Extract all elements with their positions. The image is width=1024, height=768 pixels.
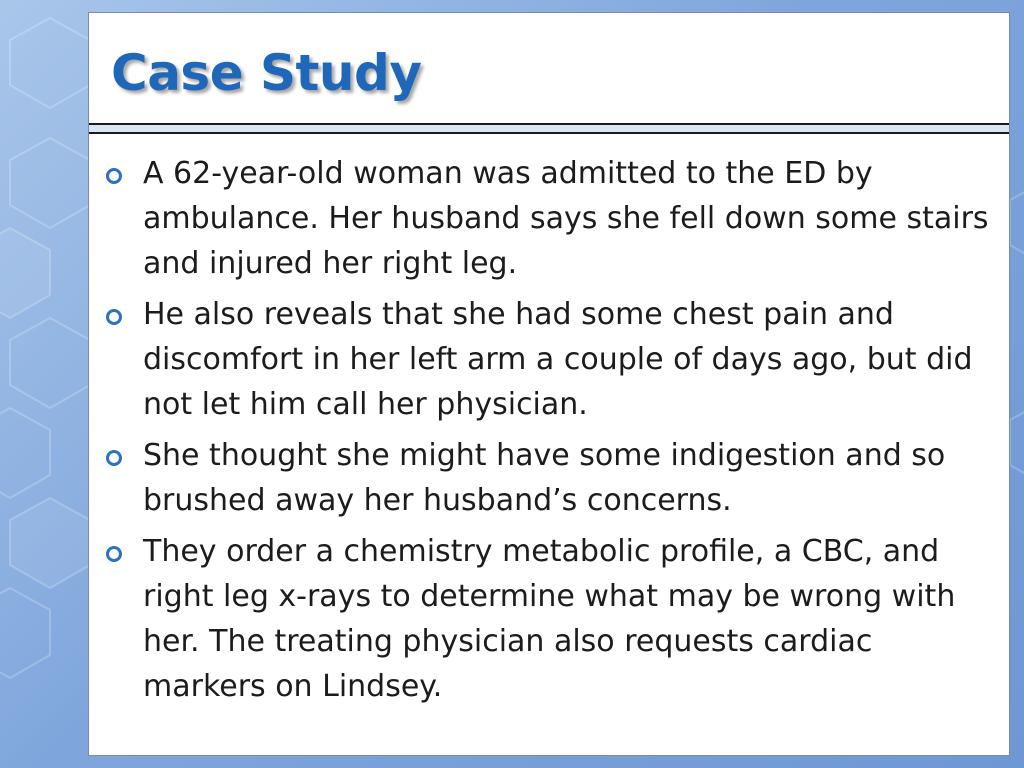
bullet-item [89, 151, 1009, 286]
bullet-text: She thought she might have some indigestion and so brushed away her husband’s concerns. [143, 438, 946, 518]
slide-title: Case Study [111, 44, 422, 102]
bullet-text: A 62-year-old woman was admitted to the ED by ambulance. Her husband says she fell down some stairs and injured her right leg. [143, 156, 989, 281]
slide-content [89, 151, 1009, 715]
slide-panel [88, 12, 1010, 756]
bullet-text: They order a chemistry metabolic profile, a CBC, and right leg x-rays to determine what may be wrong with her. The treating physician also requests cardiac markers on Lindsey. [143, 534, 956, 704]
bullet-circle-icon [106, 450, 122, 466]
bullet-list [89, 151, 1009, 709]
bullet-circle-icon [106, 546, 122, 562]
bullet-item [89, 529, 1009, 709]
title-area [89, 13, 1009, 123]
bullet-item [89, 292, 1009, 427]
title-divider [89, 123, 1009, 134]
bullet-text: He also reveals that she had some chest pain and discomfort in her left arm a couple of days ago, but did not let him call her physician. [143, 297, 973, 422]
bullet-circle-icon [106, 309, 122, 325]
bullet-circle-icon [106, 168, 122, 184]
bullet-item [89, 433, 1009, 523]
